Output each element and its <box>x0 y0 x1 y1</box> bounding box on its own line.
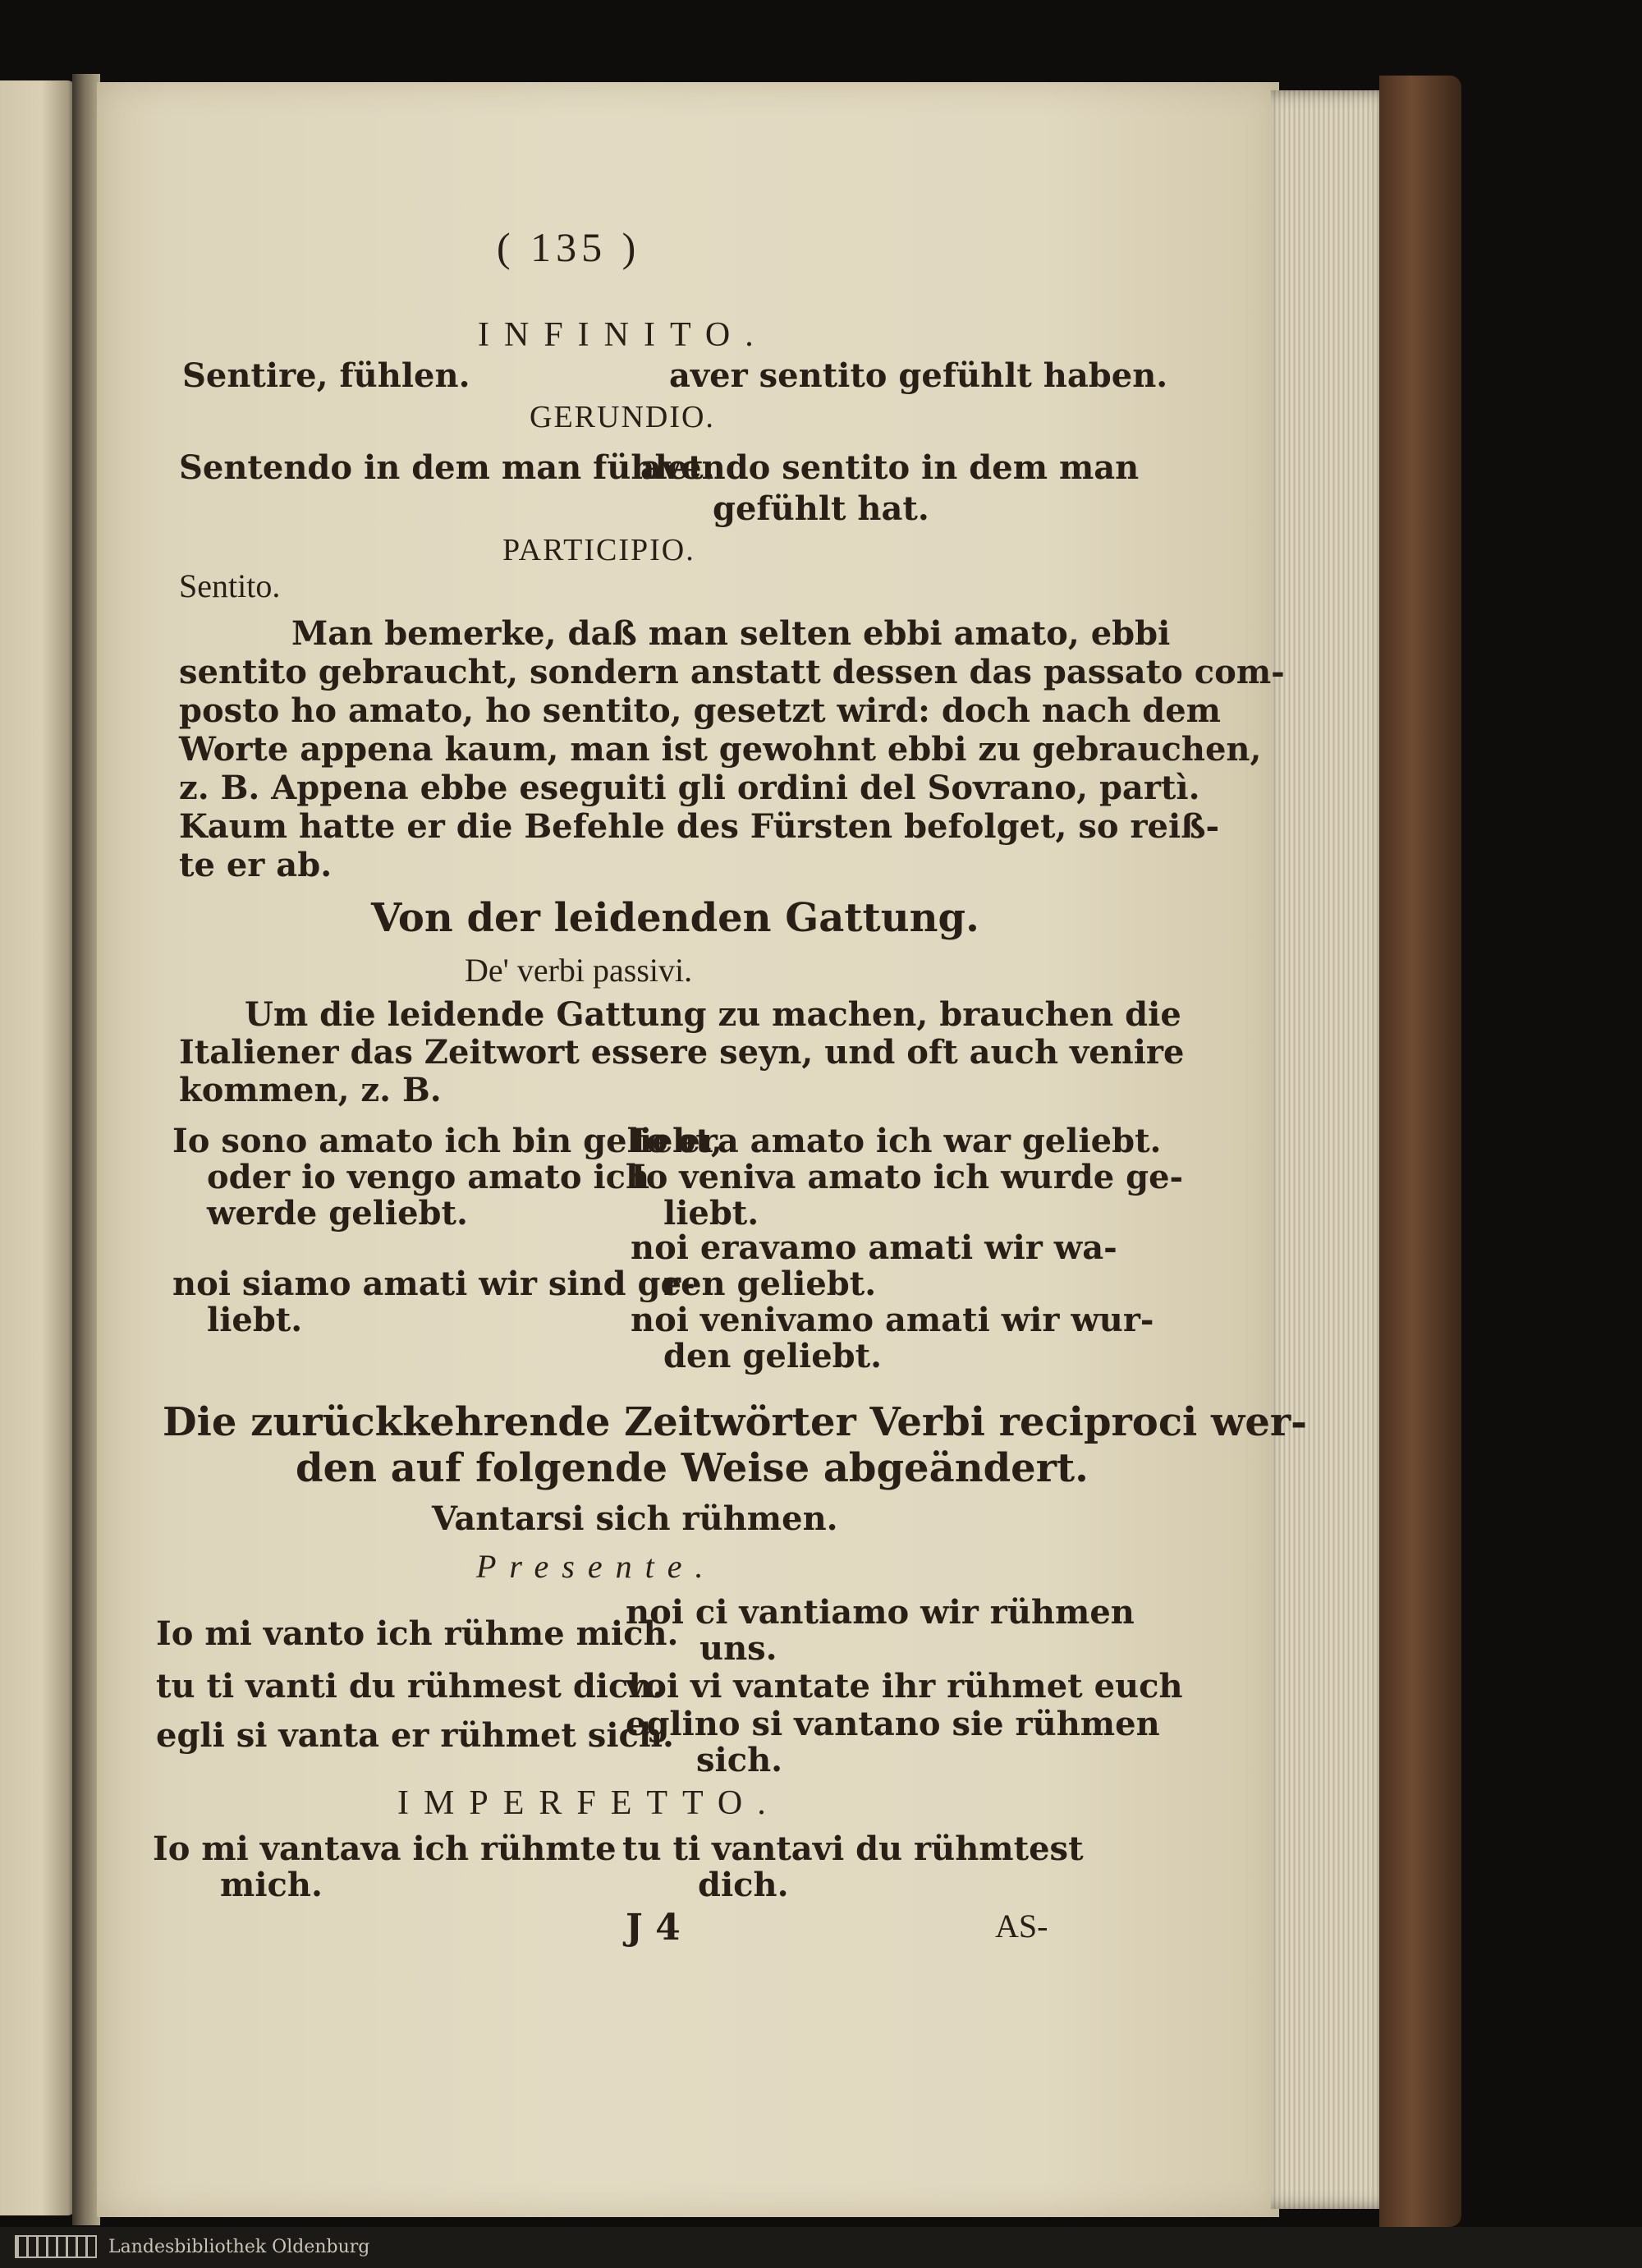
presente-right-line: eglino si vantano sie rühmen <box>626 1705 1160 1743</box>
passive-right-line: noi eravamo amati wir wa- <box>631 1228 1117 1267</box>
imperfetto-left-line: Io mi vantava ich rühmte <box>153 1830 617 1868</box>
passive-right-line: ren geliebt. <box>663 1265 877 1303</box>
presente-left-line: tu ti vanti du rühmest dich. <box>156 1667 664 1706</box>
passive-subheading: De' verbi passivi. <box>465 952 693 989</box>
passive-left-line: noi siamo amati wir sind ge- <box>172 1265 695 1303</box>
gerundio-right-line2: gefühlt hat. <box>713 489 929 528</box>
presente-right-line: uns. <box>699 1629 777 1668</box>
remark-line: Worte appena kaum, man ist gewohnt ebbi zu gebrauchen, <box>179 730 1262 769</box>
page-edges <box>1271 90 1394 2209</box>
gerundio-heading: GERUNDIO. <box>530 400 715 434</box>
passive-intro-line: Italiener das Zeitwort essere seyn, und oft auch venire <box>179 1033 1185 1072</box>
infinito-heading: INFINITO. <box>478 316 768 354</box>
library-name: Landesbibliothek Oldenburg <box>108 2237 370 2257</box>
passive-right-line: liebt. <box>663 1194 759 1233</box>
remark-line: posto ho amato, ho sentito, gesetzt wird: doch nach dem <box>179 691 1221 730</box>
book-gutter <box>72 74 100 2225</box>
passive-intro-line: Um die leidende Gattung zu machen, brauchen die <box>245 995 1181 1034</box>
passive-left-line: oder io vengo amato ich <box>207 1158 650 1196</box>
presente-right-line: sich. <box>696 1741 783 1779</box>
infinito-right: aver sentito gefühlt haben. <box>669 356 1168 395</box>
library-logo <box>15 2235 97 2258</box>
remark-line: sentito gebraucht, sondern anstatt dessen das passato com- <box>179 653 1285 691</box>
remark-line: z. B. Appena ebbe eseguiti gli ordini del Sovrano, partì. <box>179 769 1200 807</box>
reciprocal-heading-line2: den auf folgende Weise abgeändert. <box>296 1445 1089 1491</box>
imperfetto-heading: IMPERFETTO. <box>397 1784 781 1822</box>
previous-page-edge <box>0 80 76 2215</box>
passive-intro-line: kommen, z. B. <box>179 1071 442 1109</box>
book-cover <box>1379 76 1461 2227</box>
passive-right-line: den geliebt. <box>663 1337 883 1375</box>
passive-right-line: noi venivamo amati wir wur- <box>631 1301 1154 1339</box>
signature-mark: J 4 <box>626 1907 681 1949</box>
participio-heading: PARTICIPIO. <box>502 533 695 567</box>
remark-line: te er ab. <box>179 846 333 884</box>
passive-left-line: werde geliebt. <box>207 1194 468 1233</box>
gerundio-left: Sentendo in dem man fühlet. <box>179 448 715 487</box>
imperfetto-right-line: dich. <box>698 1866 789 1904</box>
presente-heading: Presente. <box>476 1548 717 1585</box>
gerundio-right-line1: avendo sentito in dem man <box>640 448 1140 487</box>
passive-right-line: Io era amato ich war geliebt. <box>631 1122 1162 1160</box>
remark-line: Kaum hatte er die Befehle des Fürsten befolget, so reiß- <box>179 807 1220 846</box>
reciprocal-verb: Vantarsi sich rühmen. <box>432 1499 838 1538</box>
presente-right-line: voi vi vantate ihr rühmet euch <box>626 1667 1183 1706</box>
catchword: AS- <box>995 1908 1048 1944</box>
reciprocal-heading-line1: Die zurückkehrende Zeitwörter Verbi reciproci wer- <box>163 1399 1308 1445</box>
imperfetto-left-line: mich. <box>220 1866 323 1904</box>
passive-left-line: Io sono amato ich bin geliebt, <box>172 1122 722 1160</box>
page-number: ( 135 ) <box>497 224 641 270</box>
passive-heading: Von der leidenden Gattung. <box>371 895 979 941</box>
participio-left: Sentito. <box>179 567 281 604</box>
passive-right-line: Io veniva amato ich wurde ge- <box>631 1158 1184 1196</box>
imperfetto-right-line: tu ti vantavi du rühmtest <box>622 1830 1084 1868</box>
presente-left-line: Io mi vanto ich rühme mich. <box>156 1614 679 1653</box>
presente-right-line: noi ci vantiamo wir rühmen <box>626 1593 1135 1632</box>
presente-left-line: egli si vanta er rühmet sich. <box>156 1716 674 1755</box>
infinito-left: Sentire, fühlen. <box>182 356 470 395</box>
remark-line: Man bemerke, daß man selten ebbi amato, ebbi <box>291 614 1171 653</box>
passive-left-line: liebt. <box>207 1301 303 1339</box>
